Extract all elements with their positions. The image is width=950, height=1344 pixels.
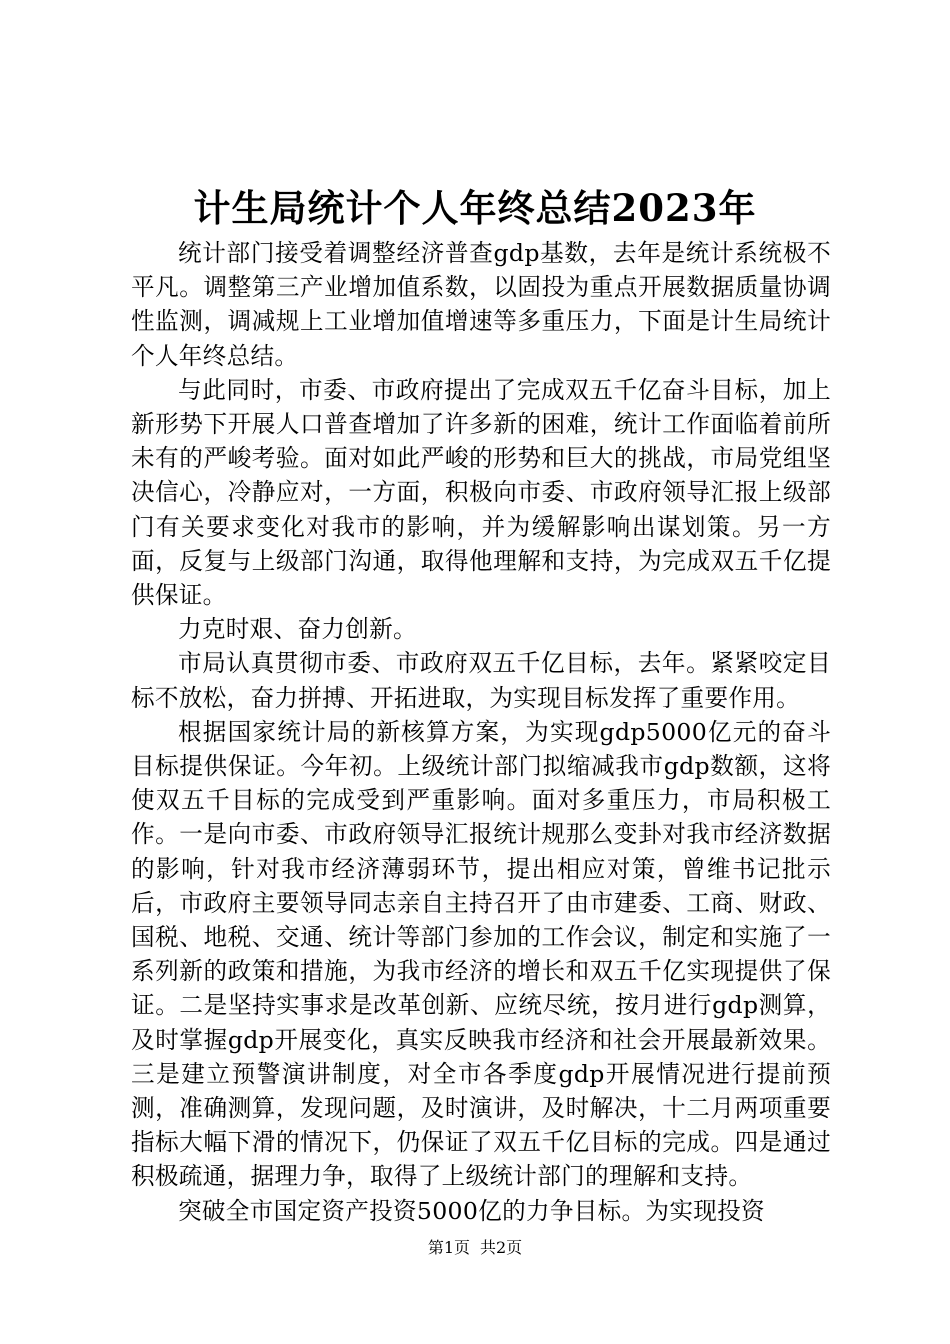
document-body: [131, 236, 831, 1228]
page-total: 共2页: [480, 1238, 523, 1257]
paragraph-goal: 市局认真贯彻市委、市政府双五千亿目标，去年。紧紧咬定目标不放松，奋力拼搏、开拓进取，为实现目标发挥了重要作用。: [131, 649, 831, 712]
paragraph-intro: 统计部门接受着调整经济普查gdp基数，去年是统计系统极不平凡。调整第三产业增加值系数，以固投为重点开展数据质量协调性监测，调减规上工业增加值增速等多重压力，下面是计生局统计个人年终总结。: [131, 239, 831, 370]
paragraph-gdp: 根据国家统计局的新核算方案，为实现gdp5000亿元的奋斗目标提供保证。今年初。上级统计部门拟缩减我市gdp数额，这将使双五千目标的完成受到严重影响。面对多重压力，市局积极工作。一是向市委、市政府领导汇报统计规那么变卦对我市经济数据的影响，针对我市经济薄弱环节，提出相应对策，曾维书记批示后，市政府主要领导同志亲自主持召开了由市建委、工商、财政、国税、地税、交通、统计等部门参加的工作会议，制定和实施了一系列新的政策和措施，为我市经济的增长和双五千亿实现提供了保证。二是坚持实事求是改革创新、应统尽统，按月进行gdp测算，及时掌握gdp开展变化，真实反映我市经济和社会开展最新效果。三是建立预警演讲制度，对全市各季度gdp开展情况进行提前预测，准确测算，发现问题，及时演讲，及时解决，十二月两项重要指标大幅下滑的情况下，仍保证了双五千亿目标的完成。四是通过积极疏通，据理力争，取得了上级统计部门的理解和支持。: [131, 717, 831, 1191]
paragraph-heading: 力克时艰、奋力创新。: [178, 615, 417, 644]
paragraph-investment: 突破全市国定资产投资5000亿的力争目标。为实现投资: [178, 1196, 765, 1225]
page-number: 第1页: [427, 1238, 470, 1257]
paragraph-context: 与此同时，市委、市政府提出了完成双五千亿奋斗目标，加上新形势下开展人口普查增加了许多新的困难，统计工作面临着前所未有的严峻考验。面对如此严峻的形势和巨大的挑战，市局党组坚决信心，冷静应对，一方面，积极向市委、市政府领导汇报上级部门有关要求变化对我市的影响，并为缓解影响出谋划策。另一方面，反复与上级部门沟通，取得他理解和支持，为完成双五千亿提供保证。: [131, 375, 831, 610]
page-footer: [0, 1237, 950, 1259]
document-title: 计生局统计个人年终总结2023年: [193, 186, 757, 230]
